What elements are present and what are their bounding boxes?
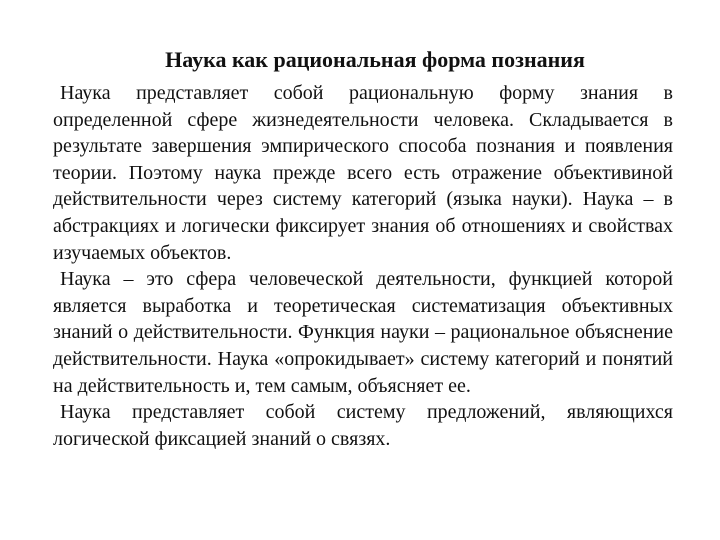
slide-body [53,80,673,452]
slide-title: Наука как рациональная форма познания [165,47,585,72]
paragraph-1: Наука представляет собой рациональную форму знания в определенной сфере жизнедеятельности человека. Складывается в результате завершения эмпирического способа познания и появления теории. Поэтому наука прежде всего есть отражение объективиной действительности через систему категорий (языка науки). Наука – в абстракциях и логически фиксирует знания об отношениях и свойствах изучаемых объектов. [53,82,673,264]
paragraph-2: Наука – это сфера человеческой деятельности, функцией которой является выработка и теоретическая систематизация объективных знаний о действительности. Функция науки – рациональное объяснение действительности. Наука «опрокидывает» систему категорий и понятий на действительность и, тем самым, объясняет ее. [53,268,673,397]
paragraph-3: Наука представляет собой систему предложений, являющихся логической фиксацией знаний о связях. [53,401,673,450]
